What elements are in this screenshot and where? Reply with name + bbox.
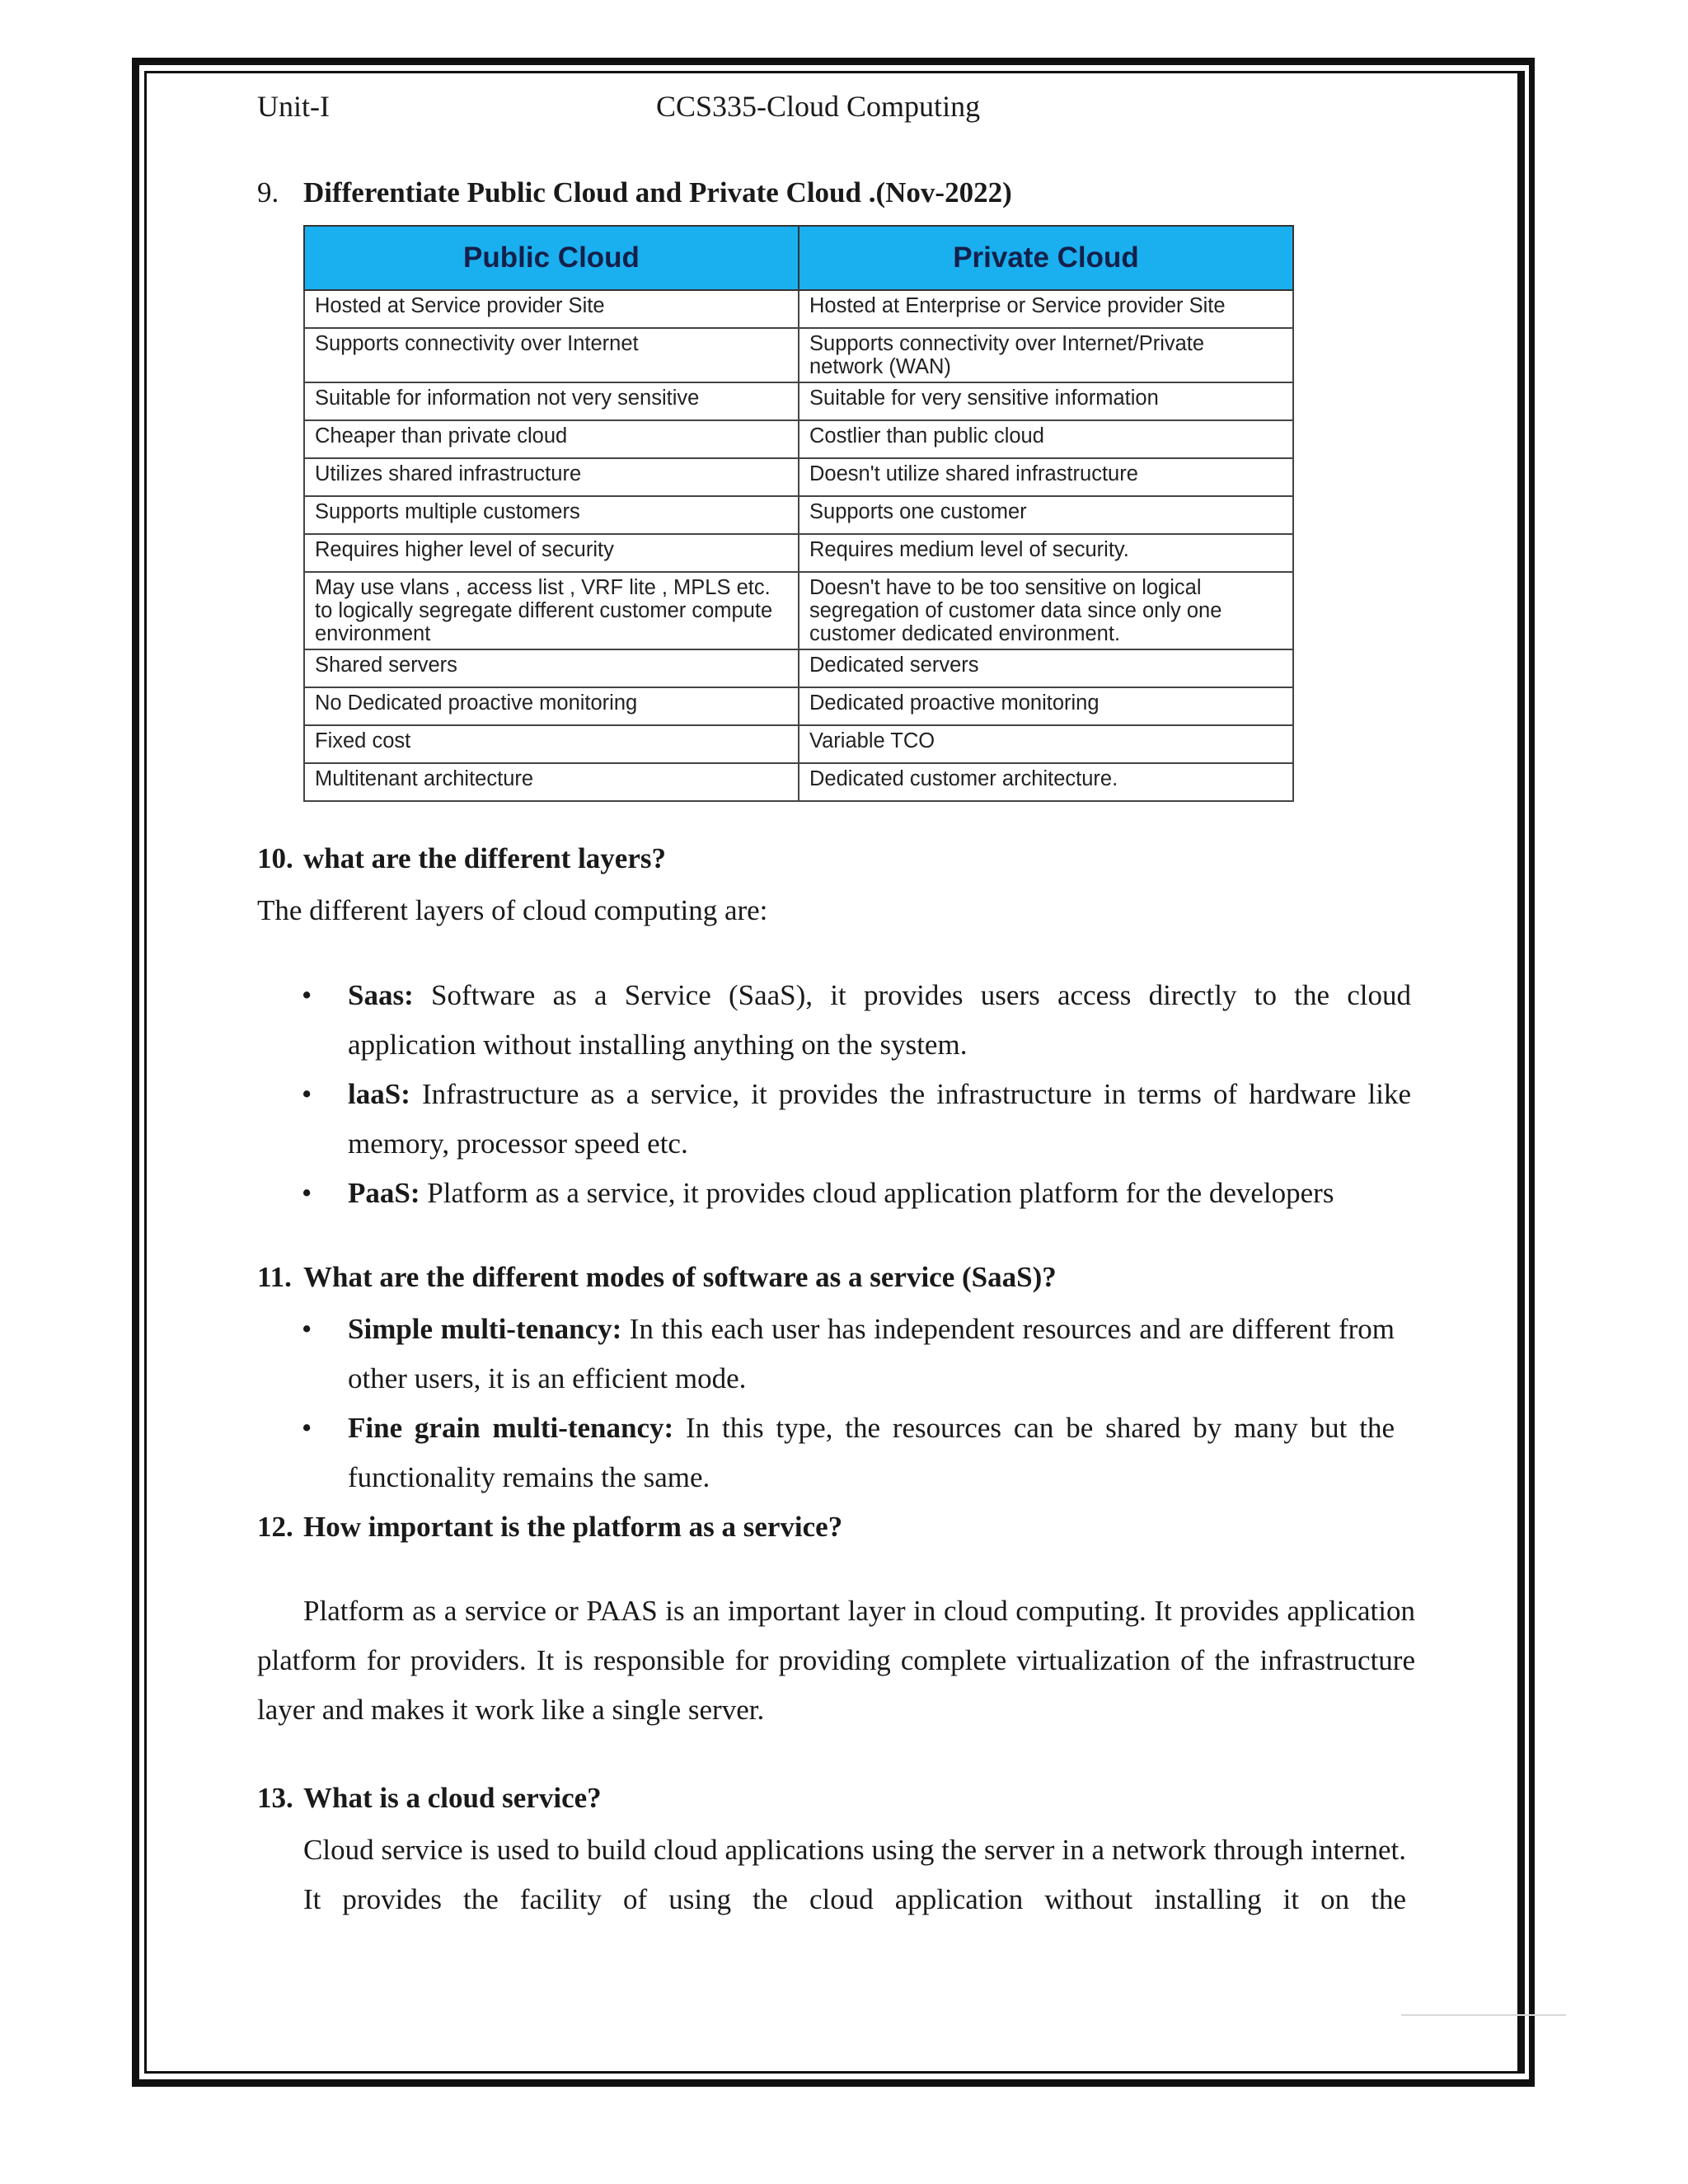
question-number: 9. <box>257 176 279 209</box>
question-number: 12. <box>257 1511 293 1543</box>
table-row <box>304 458 1293 496</box>
comparison-table <box>303 225 1294 802</box>
table-row <box>304 649 1293 687</box>
table-row <box>304 687 1293 725</box>
cell-public: No Dedicated proactive monitoring <box>304 687 799 725</box>
cell-public: Multitenant architecture <box>304 763 799 801</box>
cell-private: Dedicated proactive monitoring <box>799 687 1293 725</box>
question-10-heading <box>257 842 666 875</box>
list-item <box>302 1070 1411 1169</box>
cell-public: Utilizes shared infrastructure <box>304 458 799 496</box>
bullet: • <box>302 1177 312 1209</box>
layers-list <box>302 971 1411 1218</box>
cell-public: Cheaper than private cloud <box>304 420 799 458</box>
question-12-heading <box>257 1511 842 1544</box>
bullet-term: Fine grain multi-tenancy: <box>348 1412 674 1444</box>
cell-public: Hosted at Service provider Site <box>304 290 799 328</box>
header-course: CCS335-Cloud Computing <box>656 90 981 123</box>
question-title: How important is the platform as a service? <box>303 1511 843 1543</box>
question-number: 10. <box>257 842 293 874</box>
cell-public: Fixed cost <box>304 725 799 763</box>
table-row <box>304 290 1293 328</box>
table-row <box>304 725 1293 763</box>
header-unit: Unit-I <box>257 90 330 123</box>
bullet-term: laaS: <box>348 1078 410 1110</box>
question-9-heading <box>257 176 1012 209</box>
bullet-text: Platform as a service, it provides cloud application platform for the developers <box>420 1177 1334 1209</box>
question-number: 11. <box>257 1261 292 1293</box>
bullet: • <box>302 1412 312 1444</box>
saas-modes-list <box>302 1305 1395 1502</box>
cell-public: Suitable for information not very sensitive <box>304 382 799 420</box>
table-row <box>304 496 1293 534</box>
cell-private: Dedicated customer architecture. <box>799 763 1293 801</box>
question-13-heading <box>257 1782 602 1815</box>
bullet: • <box>302 1313 312 1345</box>
question-title: What are the different modes of software as a service (SaaS)? <box>303 1261 1057 1293</box>
bullet-text: Software as a Service (SaaS), it provides users access directly to the cloud application without installing anything on the system. <box>348 979 1411 1061</box>
bullet-term: Simple multi-tenancy: <box>348 1313 622 1345</box>
cell-public: Supports connectivity over Internet <box>304 328 799 382</box>
table-row <box>304 763 1293 801</box>
cell-public: Requires higher level of security <box>304 534 799 572</box>
cell-public: Supports multiple customers <box>304 496 799 534</box>
table-row <box>304 572 1293 649</box>
cloud-service-paragraph: Cloud service is used to build cloud applications using the server in a network through internet. It provides the facility of using the cloud application without installing it on the <box>303 1834 1406 1915</box>
table-row <box>304 382 1293 420</box>
cell-private: Suitable for very sensitive information <box>799 382 1293 420</box>
layers-intro: The different layers of cloud computing are: <box>257 894 768 926</box>
question-title: what are the different layers? <box>303 842 666 874</box>
bullet-term: Saas: <box>348 979 414 1011</box>
cell-public: Shared servers <box>304 649 799 687</box>
paas-importance-paragraph: Platform as a service or PAAS is an important layer in cloud computing. It provides application platform for providers. It is responsible for providing complete virtualization of the infrastructure layer and makes it work like a single server. <box>257 1595 1415 1726</box>
question-title: Differentiate Public Cloud and Private Cloud .(Nov-2022) <box>303 176 1012 209</box>
cell-private: Variable TCO <box>799 725 1293 763</box>
bullet-text: Infrastructure as a service, it provides the infrastructure in terms of hardware like memory, processor speed etc. <box>348 1078 1411 1160</box>
table-header-row <box>304 226 1293 290</box>
question-number: 13. <box>257 1782 293 1814</box>
bullet-text: In this each user has independent resources and are different from other users, it is an efficient mode. <box>348 1313 1395 1394</box>
list-item <box>302 1169 1411 1218</box>
cell-private: Doesn't have to be too sensitive on logical segregation of customer data since only one customer dedicated environment. <box>799 572 1293 649</box>
list-item <box>302 971 1411 1070</box>
table-row <box>304 420 1293 458</box>
bullet-text: In this type, the resources can be shared by many but the functionality remains the same. <box>348 1412 1395 1493</box>
list-item <box>302 1305 1395 1404</box>
bullet: • <box>302 979 312 1011</box>
table-row <box>304 534 1293 572</box>
cell-private: Costlier than public cloud <box>799 420 1293 458</box>
cell-private: Dedicated servers <box>799 649 1293 687</box>
list-item <box>302 1404 1395 1502</box>
question-title: What is a cloud service? <box>303 1782 602 1814</box>
bullet: • <box>302 1078 312 1110</box>
column-header-private: Private Cloud <box>799 226 1293 290</box>
question-11-heading <box>257 1261 1057 1294</box>
bullet-term: PaaS: <box>348 1177 420 1209</box>
column-header-public: Public Cloud <box>304 226 799 290</box>
cell-private: Requires medium level of security. <box>799 534 1293 572</box>
footer-rule <box>1401 2014 1566 2016</box>
cell-private: Hosted at Enterprise or Service provider Site <box>799 290 1293 328</box>
table-row <box>304 328 1293 382</box>
cell-public: May use vlans , access list , VRF lite , MPLS etc. to logically segregate different customer compute environment <box>304 572 799 649</box>
cell-private: Supports one customer <box>799 496 1293 534</box>
cell-private: Doesn't utilize shared infrastructure <box>799 458 1293 496</box>
cell-private: Supports connectivity over Internet/Private network (WAN) <box>799 328 1293 382</box>
